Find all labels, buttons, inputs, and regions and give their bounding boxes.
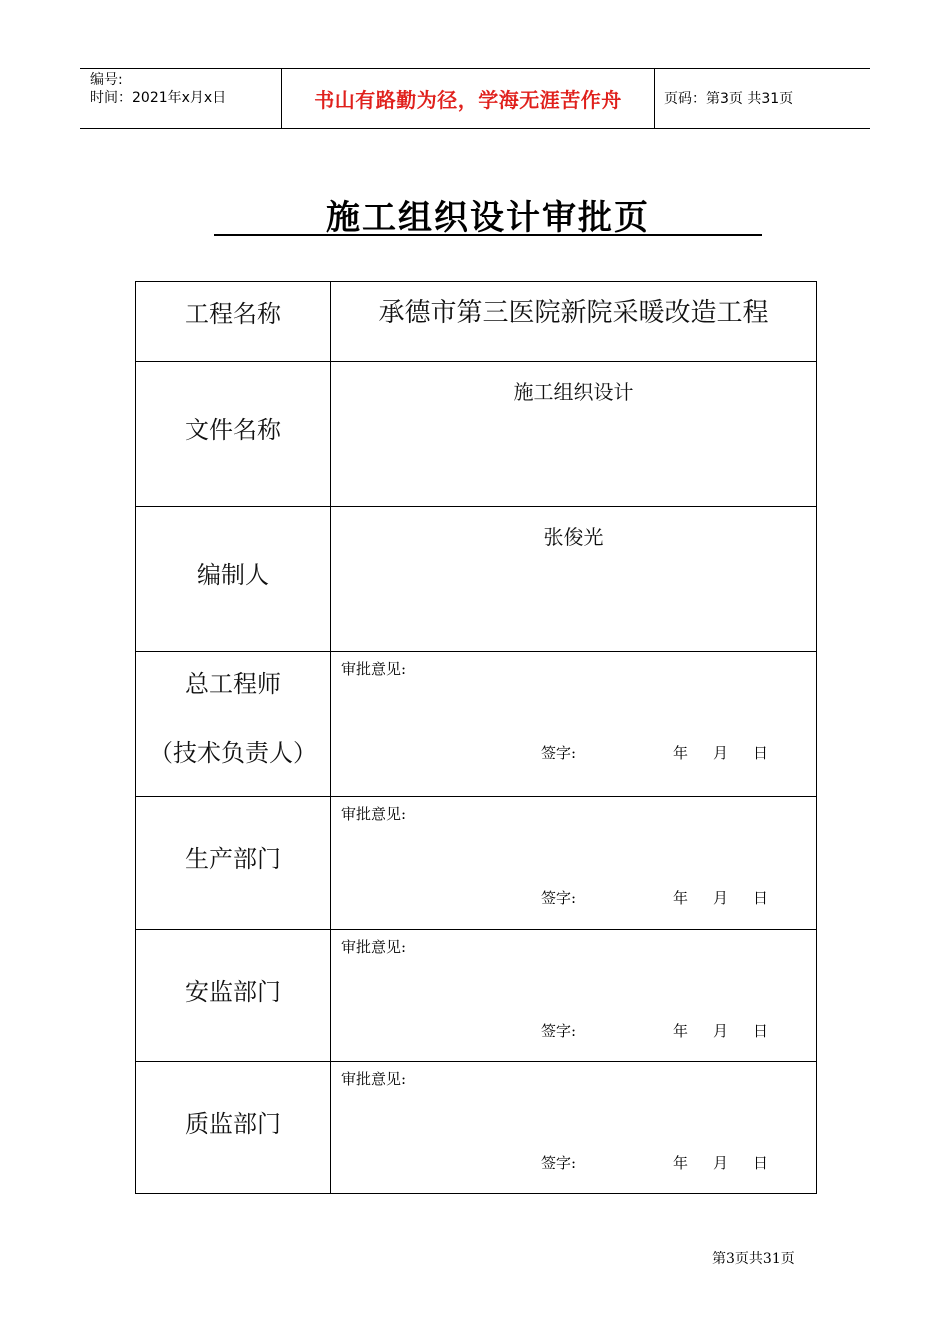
table-row-quality [136,1062,817,1194]
signature-label: 签字: [541,1154,577,1172]
day-label: 日 [753,1022,769,1040]
header-motto: 书山有路勤为径，学海无涯苦作舟 [314,88,622,112]
author-value-cell [331,507,817,652]
project-name-value: 承德市第三医院新院采暖改造工程 [378,298,769,328]
document-number-label: 编号: [90,72,123,88]
table-row-chief-engineer [136,652,817,797]
quality-label-cell [136,1062,331,1194]
page-title-block [214,190,762,236]
document-value-cell [331,362,817,507]
author-label: 编制人 [197,561,269,589]
header-top-rule [80,68,870,69]
document-name-value: 施工组织设计 [513,380,634,404]
approval-opinion-label: 审批意见: [341,805,407,823]
approval-opinion-label: 审批意见: [341,938,407,956]
author-label-cell [136,507,331,652]
production-label-cell [136,797,331,930]
header-bottom-rule [80,128,870,129]
production-approval-cell [331,797,817,930]
approval-table [135,281,817,1194]
author-value: 张俊光 [543,525,604,549]
project-value-cell [331,282,817,362]
signature-label: 签字: [541,889,577,907]
table-row-author [136,507,817,652]
day-label: 日 [753,744,769,762]
month-label: 月 [713,1022,729,1040]
table-row-project [136,282,817,362]
year-label: 年 [673,889,689,907]
header-divider-right [654,68,655,129]
month-label: 月 [713,744,729,762]
table-row-document [136,362,817,507]
table-row-production [136,797,817,930]
page-footer: 第3页共31页 [712,1251,795,1267]
safety-dept-label: 安监部门 [185,978,281,1006]
day-label: 日 [753,889,769,907]
month-label: 月 [713,1154,729,1172]
safety-label-cell [136,930,331,1062]
quality-approval-cell [331,1062,817,1194]
production-dept-label: 生产部门 [185,845,281,873]
title-underline [214,234,762,236]
month-label: 月 [713,889,729,907]
chief-label-cell [136,652,331,797]
chief-engineer-label: 总工程师 [185,670,281,698]
year-label: 年 [673,744,689,762]
document-date: 时间：2021年x月x日 [90,90,227,106]
year-label: 年 [673,1154,689,1172]
signature-label: 签字: [541,744,577,762]
approval-opinion-label: 审批意见: [341,660,407,678]
safety-approval-cell [331,930,817,1062]
chief-approval-cell [331,652,817,797]
project-name-label: 工程名称 [185,300,281,328]
page-title: 施工组织设计审批页 [326,198,650,238]
document-label-cell [136,362,331,507]
approval-opinion-label: 审批意见: [341,1070,407,1088]
header-page-info: 页码：第3页 共31页 [664,91,794,107]
year-label: 年 [673,1022,689,1040]
document-name-label: 文件名称 [185,416,281,444]
table-row-safety [136,930,817,1062]
project-label-cell [136,282,331,362]
day-label: 日 [753,1154,769,1172]
signature-label: 签字: [541,1022,577,1040]
technical-lead-label: （技术负责人） [149,739,317,767]
quality-dept-label: 质监部门 [185,1110,281,1138]
